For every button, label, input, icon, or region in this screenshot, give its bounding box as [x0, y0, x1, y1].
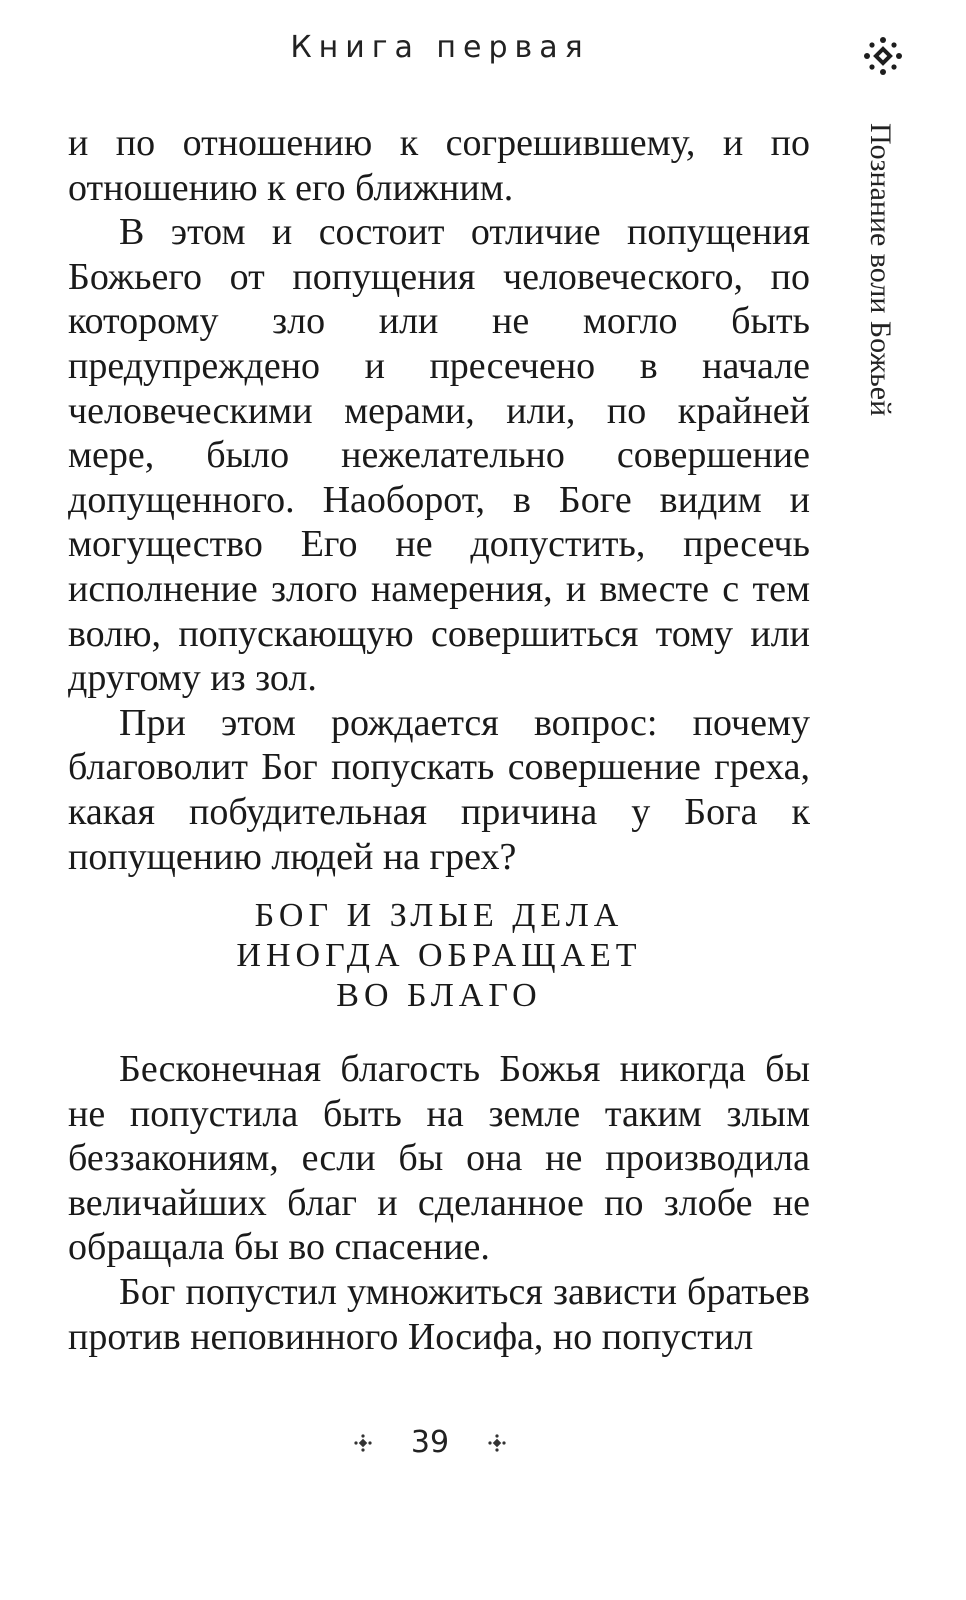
paragraph: Бог попустил умножиться зависти братьев против неповинного Иосифа, но попустил: [68, 1270, 810, 1358]
section-heading: [68, 896, 810, 1016]
text-block-upper: [68, 121, 810, 879]
side-section-title-text: Познание воли Божьей: [864, 123, 897, 417]
running-head-title: Книга первая: [290, 30, 590, 65]
section-heading-line: ИНОГДА ОБРАЩАЕТ: [236, 937, 642, 974]
text-block-lower: [68, 1047, 810, 1359]
small-cross-ornament-icon: [488, 1434, 506, 1452]
section-heading-line: ВО БЛАГО: [336, 977, 542, 1014]
paragraph: и по отношению к согрешившему, и по отношению к его ближним.: [68, 122, 810, 209]
small-cross-ornament-icon: [354, 1434, 372, 1452]
paragraph: Бесконечная благость Божья никогда бы не попустила быть на земле таким злым беззакониям, если бы она не производила величайших благ и сделанное по злобе не обращала бы во спасение.: [68, 1048, 810, 1269]
page-footer: [340, 1418, 520, 1468]
diamond-knot-ornament-icon: [863, 36, 903, 76]
page-number: 39: [410, 1425, 450, 1460]
paragraph: В этом и состоит отличие попущения Божьего от попущения человеческого, по которому зло или не могло быть предупреждено и пресечено в начале человеческими мерами, или, по крайней мере, было нежелательно совершение допущенного. Наоборот, в Боге видим и могущество Его не допустить, пресечь исполнение злого намерения, и вместе с тем волю, попускающую совершиться тому или другому из зол.: [68, 211, 810, 700]
side-section-title: [835, 123, 925, 463]
paragraph: При этом рождается вопрос: почему благоволит Бог попускать совершение греха, какая побудительная причина у Бога к попущению людей на грех?: [68, 701, 810, 878]
section-heading-line: БОГ И ЗЛЫЕ ДЕЛА: [254, 897, 624, 934]
